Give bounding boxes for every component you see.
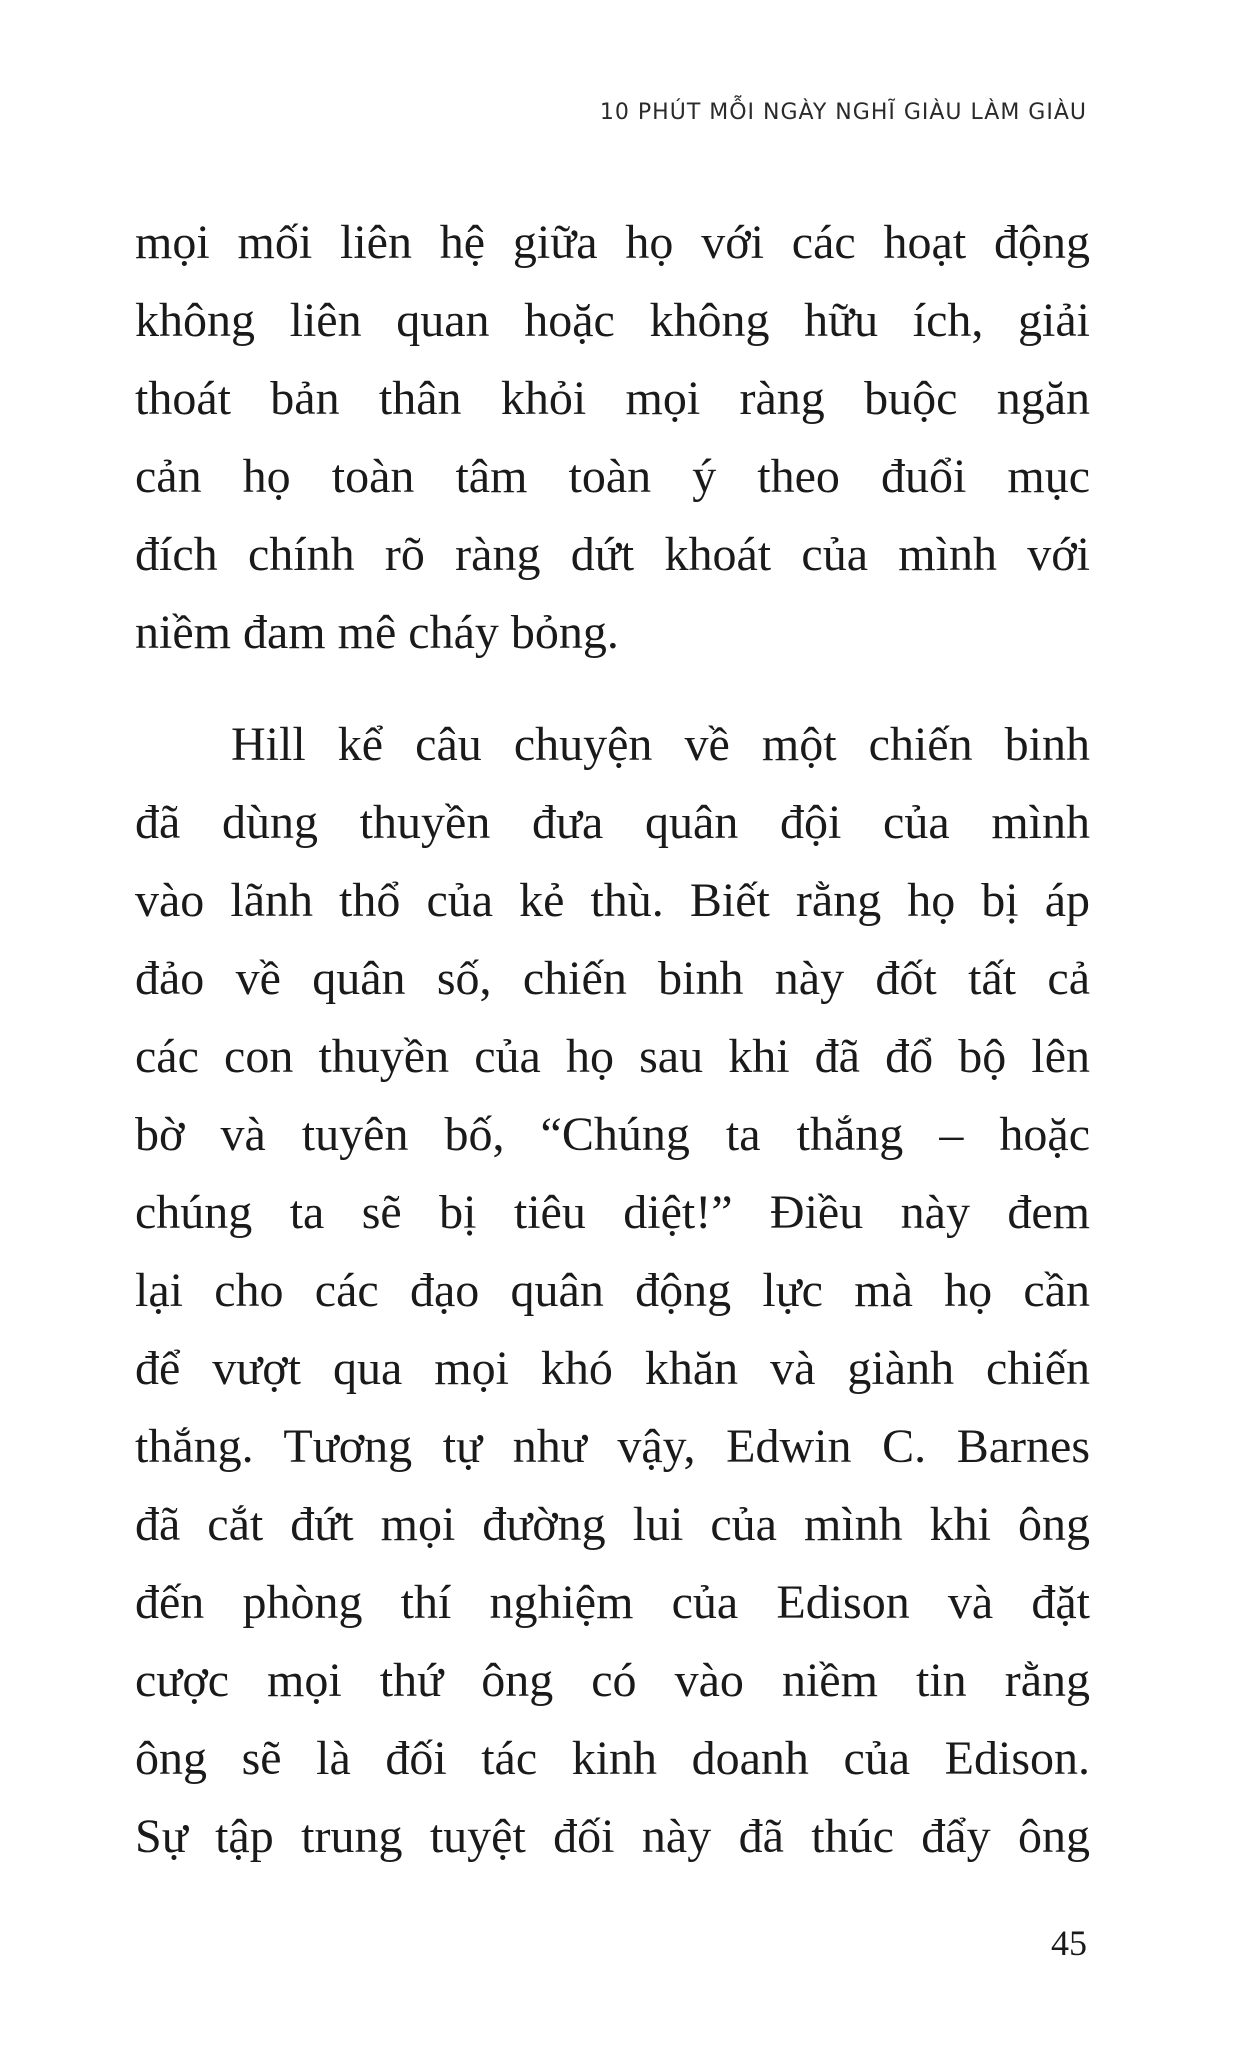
running-header: 10 PHÚT MỖI NGÀY NGHĨ GIÀU LÀM GIÀU [599, 100, 1087, 125]
text-line: đích chính rõ ràng dứt khoát của mình với [135, 528, 1090, 581]
text-line: niềm đam mê cháy bỏng. [135, 606, 619, 659]
text-line: bờ và tuyên bố, “Chúng ta thắng – hoặc [135, 1108, 1090, 1161]
text-line: đảo về quân số, chiến binh này đốt tất cả [135, 952, 1090, 1005]
paragraph-gap [135, 672, 1090, 706]
text-line: để vượt qua mọi khó khăn và giành chiến [135, 1342, 1090, 1395]
text-line: đến phòng thí nghiệm của Edison và đặt [135, 1576, 1090, 1629]
text-line: chúng ta sẽ bị tiêu diệt!” Điều này đem [135, 1186, 1090, 1239]
page-number: 45 [1051, 1923, 1087, 1963]
text-line: lại cho các đạo quân động lực mà họ cần [135, 1264, 1090, 1317]
text-line: cược mọi thứ ông có vào niềm tin rằng [135, 1654, 1090, 1707]
text-line: mọi mối liên hệ giữa họ với các hoạt động [135, 216, 1090, 269]
text-line: thoát bản thân khỏi mọi ràng buộc ngăn [135, 372, 1090, 425]
text-line: thắng. Tương tự như vậy, Edwin C. Barnes [135, 1420, 1090, 1473]
text-line: Sự tập trung tuyệt đối này đã thúc đẩy ông [135, 1810, 1090, 1863]
paragraph-1 [135, 204, 1090, 672]
text-line: các con thuyền của họ sau khi đã đổ bộ lên [135, 1030, 1090, 1083]
text-line: vào lãnh thổ của kẻ thù. Biết rằng họ bị áp [135, 874, 1090, 927]
text-line: cản họ toàn tâm toàn ý theo đuổi mục [135, 450, 1090, 503]
text-line: đã cắt đứt mọi đường lui của mình khi ông [135, 1498, 1090, 1551]
text-line: ông sẽ là đối tác kinh doanh của Edison. [135, 1732, 1090, 1785]
text-line: Hill kể câu chuyện về một chiến binh [231, 718, 1090, 771]
text-line: đã dùng thuyền đưa quân đội của mình [135, 796, 1090, 849]
paragraph-2 [135, 706, 1090, 1876]
text-line: không liên quan hoặc không hữu ích, giải [135, 294, 1090, 347]
body-text [135, 204, 1090, 1876]
